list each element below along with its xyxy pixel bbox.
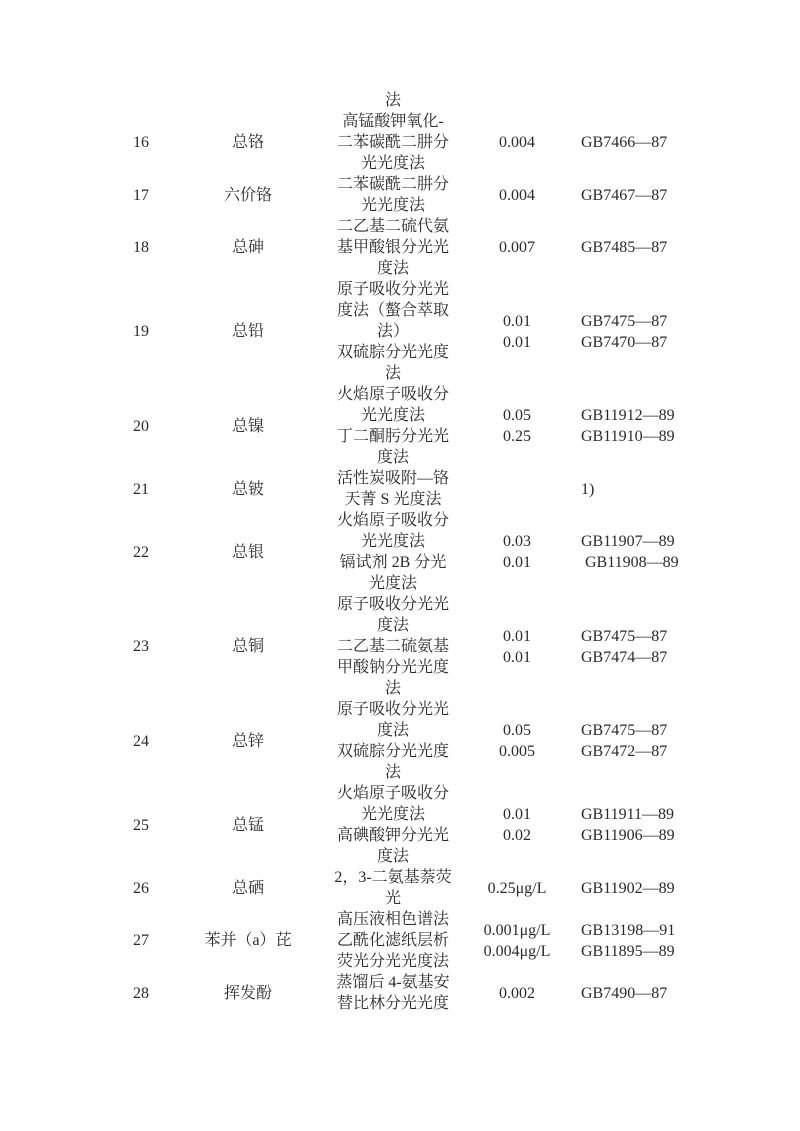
detection-limit: 0.004	[499, 134, 535, 151]
parameter-name-cell	[187, 216, 309, 279]
table-row	[95, 111, 800, 174]
detection-limit-cell	[477, 783, 557, 867]
method-line: 度法	[376, 449, 409, 466]
table-row	[95, 783, 800, 867]
table-row	[95, 867, 800, 909]
method-line: 度法	[376, 260, 409, 277]
method-line: 法	[384, 764, 401, 781]
row-number-cell	[95, 909, 187, 972]
standard-number: GB7475—87	[581, 722, 668, 739]
method-line: 蒸馏后 4-氨基安	[336, 974, 450, 991]
standard-number: GB11895—89	[581, 942, 675, 960]
method-line: 高压液相色谱法	[336, 911, 449, 928]
method-line: 替比林分光光度	[336, 995, 449, 1012]
method-line: 光度法	[368, 575, 417, 592]
standard-number: GB7475—87	[581, 627, 668, 645]
method-cell	[309, 783, 477, 867]
table-row	[95, 279, 800, 384]
table-row	[95, 468, 800, 510]
method-line: 镉试剂 2B 分光	[339, 554, 447, 571]
standard-number: GB7470—87	[581, 333, 668, 351]
method-line: 度法	[376, 722, 409, 739]
detection-limit: 0.25	[503, 428, 531, 445]
method-line: 法	[384, 680, 401, 697]
standard-cell	[557, 468, 707, 510]
detection-limit: 0.004	[499, 186, 535, 204]
method-line: 二乙基二硫代氨	[336, 218, 449, 235]
method-line: 天菁 S 光度法	[344, 491, 442, 508]
row-number-cell	[95, 111, 187, 174]
row-number: 22	[133, 543, 149, 561]
parameter-name: 苯并（a）芘	[204, 932, 292, 949]
method-cell	[309, 111, 477, 174]
detection-limit: 0.05	[503, 407, 531, 424]
method-line: 度法（螯合萃取	[336, 302, 449, 319]
detection-limit-cell	[477, 216, 557, 279]
detection-limit: 0.05	[503, 722, 531, 739]
row-number: 21	[133, 480, 149, 498]
method-cell	[309, 174, 477, 216]
detection-limit: 0.25μg/L	[487, 879, 547, 897]
parameter-name: 总铍	[231, 480, 264, 498]
parameter-name-cell	[187, 174, 309, 216]
table-row	[95, 90, 800, 111]
standard-cell	[557, 699, 707, 783]
parameter-name-cell	[187, 384, 309, 468]
row-number-cell	[95, 279, 187, 384]
parameter-name-cell	[187, 783, 309, 867]
detection-limit: 0.002	[499, 984, 535, 1002]
method-cell	[309, 216, 477, 279]
parameter-name-cell	[187, 699, 309, 783]
parameter-name: 总铅	[231, 323, 264, 340]
method-line: 光光度法	[360, 806, 425, 823]
detection-limit-cell	[477, 90, 557, 111]
method-line: 二苯碳酰二肼分	[336, 134, 449, 151]
method-line: 光光度法	[360, 155, 425, 172]
table-row	[95, 909, 800, 972]
table-row	[95, 174, 800, 216]
detection-limit-cell	[477, 510, 557, 594]
standard-number: GB13198—91	[581, 921, 676, 939]
method-line: 甲酸钠分光光度	[336, 659, 449, 676]
standard-cell	[557, 216, 707, 279]
standard-number: GB11908—89	[581, 554, 679, 571]
standard-number: GB7474—87	[581, 648, 668, 666]
parameter-name: 总砷	[231, 239, 264, 256]
parameter-name: 总镍	[231, 417, 264, 435]
standard-number: GB7490—87	[581, 984, 668, 1002]
detection-limit-cell	[477, 279, 557, 384]
detection-limit-cell	[477, 594, 557, 699]
table-row	[95, 972, 800, 1014]
standard-cell	[557, 783, 707, 867]
parameter-name: 总锌	[231, 732, 264, 750]
row-number: 27	[133, 932, 149, 949]
detection-limit-cell	[477, 111, 557, 174]
parameter-name-cell	[187, 468, 309, 510]
standard-cell	[557, 279, 707, 384]
parameter-name: 六价铬	[223, 186, 272, 204]
detection-limit: 0.004μg/L	[483, 942, 551, 960]
detection-limit-cell	[477, 699, 557, 783]
detection-limit-cell	[477, 468, 557, 510]
row-number-cell	[95, 468, 187, 510]
row-number-cell	[95, 510, 187, 594]
detection-limit-cell	[477, 909, 557, 972]
parameter-name: 挥发酚	[223, 984, 272, 1002]
row-number: 18	[133, 239, 149, 256]
method-line: 原子吸收分光光	[336, 596, 449, 613]
row-number: 23	[133, 638, 149, 655]
method-line: 高碘酸钾分光光	[336, 827, 449, 844]
method-line: 光光度法	[360, 407, 425, 424]
method-cell	[309, 468, 477, 510]
method-cell	[309, 972, 477, 1014]
method-cell	[309, 909, 477, 972]
standard-cell	[557, 510, 707, 594]
method-line: 基甲酸银分光光	[336, 239, 449, 256]
row-number: 25	[133, 816, 149, 834]
table-row	[95, 510, 800, 594]
standard-number: GB11912—89	[581, 407, 675, 424]
standard-number: GB11907—89	[581, 533, 675, 550]
method-cell	[309, 510, 477, 594]
standard-cell	[557, 90, 707, 111]
standard-cell	[557, 867, 707, 909]
detection-limit: 0.03	[503, 533, 531, 550]
method-line: 火焰原子吸收分	[336, 386, 449, 403]
method-line: 度法	[376, 848, 409, 865]
method-line: 火焰原子吸收分	[336, 785, 449, 802]
table-row	[95, 699, 800, 783]
detection-limit: 0.01	[503, 627, 531, 645]
detection-limit: 0.01	[503, 806, 531, 823]
method-line: 度法	[376, 617, 409, 634]
method-line: 乙酰化滤纸层析	[336, 932, 449, 949]
parameter-name-cell	[187, 972, 309, 1014]
detection-limit: 0.01	[503, 648, 531, 666]
row-number-cell	[95, 699, 187, 783]
row-number: 24	[133, 732, 149, 750]
method-line: 活性炭吸附—铬	[336, 470, 449, 487]
method-line: 二苯碳酰二肼分	[336, 176, 449, 193]
standard-cell	[557, 174, 707, 216]
method-line: 原子吸收分光光	[336, 701, 449, 718]
detection-limit: 0.02	[503, 827, 531, 844]
detection-limit-cell	[477, 867, 557, 909]
standard-cell	[557, 909, 707, 972]
method-line: 荧光分光光度法	[336, 953, 449, 970]
method-line: 光光度法	[360, 533, 425, 550]
standard-number: GB7475—87	[581, 312, 668, 330]
standard-number: GB11902—89	[581, 879, 675, 897]
detection-limit-cell	[477, 174, 557, 216]
parameter-name-cell	[187, 510, 309, 594]
table-row	[95, 216, 800, 279]
row-number-cell	[95, 594, 187, 699]
parameter-name-cell	[187, 867, 309, 909]
method-line: 二乙基二硫氨基	[336, 638, 449, 655]
method-line: 双硫腙分光光度	[336, 344, 449, 361]
standard-number: GB7472—87	[581, 743, 668, 760]
method-line: 丁二酮肟分光光	[336, 428, 449, 445]
detection-limit: 0.001μg/L	[483, 921, 551, 939]
method-line: 火焰原子吸收分	[336, 512, 449, 529]
row-number: 16	[133, 134, 149, 151]
parameter-name-cell	[187, 594, 309, 699]
parameter-name: 总铜	[231, 638, 264, 655]
row-number-cell	[95, 972, 187, 1014]
standard-cell	[557, 111, 707, 174]
standard-number: GB11906—89	[581, 827, 675, 844]
method-line: 法	[384, 365, 401, 382]
row-number-cell	[95, 867, 187, 909]
row-number-cell	[95, 90, 187, 111]
method-line: 光光度法	[360, 197, 425, 214]
detection-limit-cell	[477, 384, 557, 468]
parameter-name-cell	[187, 279, 309, 384]
method-cell	[309, 699, 477, 783]
method-line: 双硫腙分光光度	[336, 743, 449, 760]
method-cell	[309, 594, 477, 699]
detection-limit-cell	[477, 972, 557, 1014]
table-row	[95, 594, 800, 699]
standard-cell	[557, 594, 707, 699]
parameter-name: 总硒	[231, 879, 264, 897]
standard-cell	[557, 972, 707, 1014]
parameter-name-cell	[187, 909, 309, 972]
method-line: 2，3-二氨基萘荧	[334, 869, 452, 886]
method-cell	[309, 384, 477, 468]
method-line: 法）	[376, 323, 409, 340]
method-line: 高锰酸钾氧化-	[342, 113, 444, 130]
standard-cell	[557, 384, 707, 468]
row-number: 28	[133, 984, 149, 1002]
method-line: 原子吸收分光光	[336, 281, 449, 298]
detection-limit: 0.01	[503, 333, 531, 351]
row-number: 20	[133, 417, 149, 435]
detection-limit: 0.01	[503, 554, 531, 571]
detection-limit: 0.01	[503, 312, 531, 330]
method-line: 光	[384, 890, 401, 907]
method-cell	[309, 90, 477, 111]
row-number: 19	[133, 323, 149, 340]
table-row	[95, 384, 800, 468]
row-number-cell	[95, 174, 187, 216]
row-number-cell	[95, 384, 187, 468]
row-number: 17	[133, 186, 149, 204]
method-cell	[309, 279, 477, 384]
method-cell	[309, 867, 477, 909]
standard-number: GB11910—89	[581, 428, 675, 445]
row-number: 26	[133, 879, 149, 897]
parameter-name: 总锰	[231, 816, 264, 834]
parameter-name: 总银	[231, 543, 264, 561]
standard-number: GB7466—87	[581, 134, 668, 151]
parameter-name-cell	[187, 90, 309, 111]
standard-number: 1)	[581, 480, 595, 498]
row-number-cell	[95, 783, 187, 867]
detection-limit: 0.005	[499, 743, 535, 760]
parameter-name: 总铬	[231, 134, 264, 151]
parameter-name-cell	[187, 111, 309, 174]
detection-limit: 0.007	[499, 239, 535, 256]
standard-number: GB7467—87	[581, 186, 668, 204]
standard-number: GB7485—87	[581, 239, 668, 256]
method-line: 法	[384, 92, 401, 109]
standard-number: GB11911—89	[581, 806, 675, 823]
row-number-cell	[95, 216, 187, 279]
